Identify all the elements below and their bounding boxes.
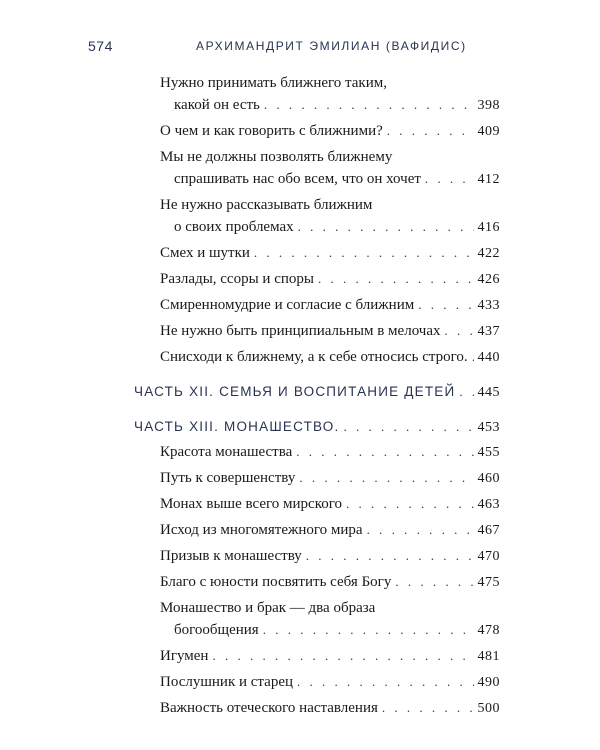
toc-entry	[160, 467, 500, 490]
toc-entry-title-line: Монах выше всего мирского	[160, 496, 343, 512]
toc-page-number: 416	[477, 220, 500, 235]
toc-page-number: 467	[477, 523, 500, 538]
leader-dots	[254, 242, 474, 264]
page-number: 574	[88, 38, 113, 54]
running-head: АРХИМАНДРИТ ЭМИЛИАН (ВАФИДИС)	[196, 39, 467, 53]
toc-part	[134, 381, 500, 404]
leader-dots	[212, 645, 473, 667]
toc-entry-title-line: Красота монашества	[160, 444, 293, 460]
leader-dots	[296, 441, 473, 463]
toc-entry	[160, 545, 500, 568]
leader-dots	[382, 697, 474, 719]
toc-entry-title-line: Смиренномудрие и согласие с ближним	[160, 297, 415, 313]
toc-entry-title-line: Исход из многомятежного мира	[160, 522, 363, 538]
toc-page-number: 463	[477, 497, 500, 512]
toc-page-number: 409	[477, 124, 500, 139]
toc-page-number: 422	[477, 246, 500, 261]
toc-entry	[160, 493, 500, 516]
toc-entry	[160, 320, 500, 343]
leader-dots	[395, 571, 473, 593]
toc-part	[134, 416, 500, 439]
toc-entry	[160, 146, 500, 191]
toc-entry-title-line: Снисходи к ближнему, а к себе относись строго.	[160, 349, 468, 365]
leader-dots	[387, 120, 474, 142]
toc-entry	[160, 441, 500, 464]
page-header	[0, 38, 600, 58]
toc-page-number: 412	[477, 172, 500, 187]
toc-entry-title-line: Монашество и брак — два образа	[160, 600, 376, 616]
leader-dots	[459, 381, 473, 403]
toc-page-number: 460	[477, 471, 500, 486]
toc-entry	[160, 597, 500, 642]
toc-page-number: 490	[477, 675, 500, 690]
toc-entry-title-line: О чем и как говорить с ближними?	[160, 123, 383, 139]
toc-entry-title-line: Не нужно быть принципиальным в мелочах	[160, 323, 441, 339]
leader-dots	[299, 467, 473, 489]
toc-entry-title-line: спрашивать нас обо всем, что он хочет	[174, 171, 421, 187]
toc-page-number: 475	[477, 575, 500, 590]
toc-entry	[160, 571, 500, 594]
leader-dots	[264, 94, 474, 116]
leader-dots	[472, 346, 474, 368]
toc-entry-title-line: какой он есть	[174, 97, 260, 113]
toc-page-number: 426	[477, 272, 500, 287]
toc-entry-title-line: Игумен	[160, 648, 209, 664]
toc-page-number: 481	[477, 649, 500, 664]
toc-page-number: 470	[477, 549, 500, 564]
toc-entry	[160, 697, 500, 720]
toc-entry-title-line: Разлады, ссоры и споры	[160, 271, 314, 287]
toc-entry	[160, 671, 500, 694]
toc-part-title: ЧАСТЬ XII. СЕМЬЯ И ВОСПИТАНИЕ ДЕТЕЙ	[134, 384, 456, 399]
toc-page-number: 455	[477, 445, 500, 460]
toc-entry	[160, 120, 500, 143]
toc-page-number: 500	[477, 701, 500, 716]
toc-page-number: 453	[477, 420, 500, 435]
leader-dots	[425, 168, 474, 190]
toc-page-number: 445	[477, 385, 500, 400]
toc-entry	[160, 346, 500, 369]
toc-entry-title-line: Путь к совершенству	[160, 470, 296, 486]
leader-dots	[318, 268, 474, 290]
leader-dots	[343, 416, 473, 438]
toc-entry-title-line: о своих проблемах	[174, 219, 294, 235]
toc-entry	[160, 72, 500, 117]
toc-page-number: 478	[477, 623, 500, 638]
toc-entry-title-line: Послушник и старец	[160, 674, 294, 690]
toc-entry-title-line: Не нужно рассказывать ближним	[160, 197, 373, 213]
leader-dots	[367, 519, 474, 541]
toc-page-number: 437	[477, 324, 500, 339]
leader-dots	[346, 493, 473, 515]
toc-entry-title-line: Смех и шутки	[160, 245, 250, 261]
leader-dots	[445, 320, 474, 342]
toc-page-number: 440	[477, 350, 500, 365]
toc-entry	[160, 519, 500, 542]
toc-entry	[160, 268, 500, 291]
toc-entry-title-line: Мы не должны позволять ближнему	[160, 149, 393, 165]
toc-page-number: 433	[477, 298, 500, 313]
toc-entry	[160, 242, 500, 265]
leader-dots	[298, 216, 474, 238]
toc-entry-title-line: богообщения	[174, 622, 259, 638]
toc-entry-title-line: Важность отеческого наставления	[160, 700, 378, 716]
leader-dots	[418, 294, 473, 316]
toc-page-number: 398	[477, 98, 500, 113]
leader-dots	[263, 619, 474, 641]
leader-dots	[297, 671, 473, 693]
leader-dots	[306, 545, 474, 567]
toc-entry	[160, 645, 500, 668]
toc-entry-title-line: Нужно принимать ближнего таким,	[160, 75, 387, 91]
toc-entry-title-line: Призыв к монашеству	[160, 548, 302, 564]
toc-part-title: ЧАСТЬ XIII. МОНАШЕСТВО.	[134, 419, 340, 434]
toc-entry-title-line: Благо с юности посвятить себя Богу	[160, 574, 392, 590]
toc-entry	[160, 294, 500, 317]
toc-entry	[160, 194, 500, 239]
